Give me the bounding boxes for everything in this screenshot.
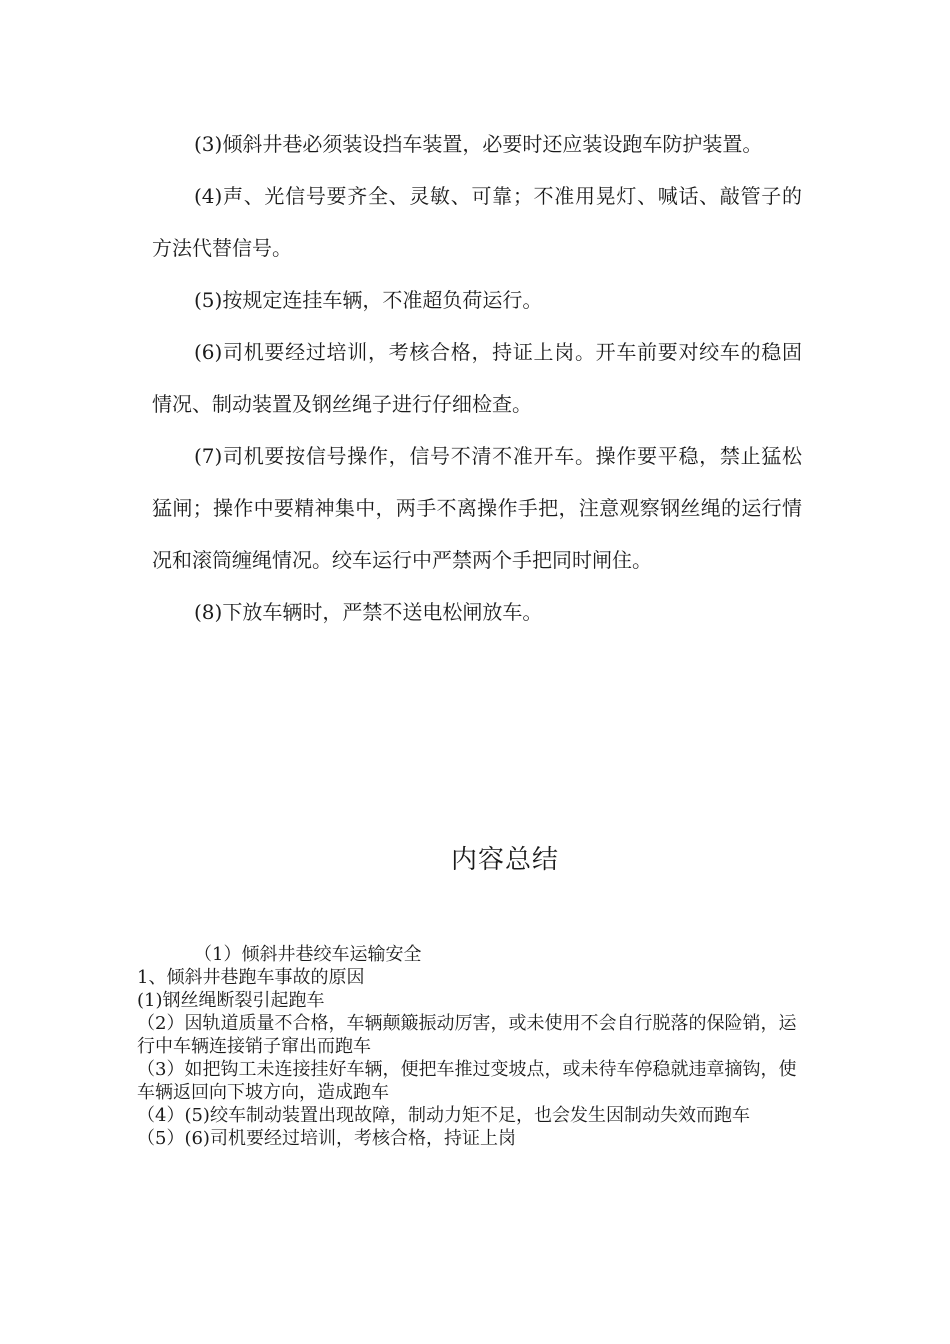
body-text: [152, 118, 802, 638]
paragraph-3: (3)倾斜井巷必须装设挡车装置，必要时还应装设跑车防护装置。: [194, 132, 763, 156]
summary-line: （3）如把钩工未连接挂好车辆，便把车推过变坡点，或未待车停稳就违章摘钩，使车辆返回向下坡方向，造成跑车: [137, 1059, 797, 1103]
paragraph-7: (7)司机要按信号操作，信号不清不准开车。操作要平稳，禁止猛松猛闸；操作中要精神集中，两手不离操作手把，注意观察钢丝绳的运行情况和滚筒缠绳情况。绞车运行中严禁两个手把同时闸住。: [152, 444, 802, 572]
paragraph-8: (8)下放车辆时，严禁不送电松闸放车。: [194, 600, 543, 624]
summary-section: [137, 943, 797, 1150]
summary-line: （5）(6)司机要经过培训，考核合格，持证上岗: [137, 1128, 516, 1149]
summary-line: (1)钢丝绳断裂引起跑车: [137, 990, 325, 1011]
summary-line: （4）(5)绞车制动装置出现故障，制动力矩不足，也会发生因制动失效而跑车: [137, 1105, 750, 1126]
paragraph-4: (4)声、光信号要齐全、灵敏、可靠；不准用晃灯、喊话、敲管子的方法代替信号。: [152, 184, 802, 260]
summary-heading: （1）倾斜井巷绞车运输安全: [194, 944, 422, 965]
summary-line: （2）因轨道质量不合格，车辆颠簸振动厉害，或未使用不会自行脱落的保险销，运行中车辆连接销子窜出而跑车: [137, 1013, 797, 1057]
paragraph-6: (6)司机要经过培训，考核合格，持证上岗。开车前要对绞车的稳固情况、制动装置及钢丝绳子进行仔细检查。: [152, 340, 802, 416]
paragraph-5: (5)按规定连挂车辆，不准超负荷运行。: [194, 288, 543, 312]
summary-line: 1、倾斜井巷跑车事故的原因: [137, 967, 365, 988]
summary-title: 内容总结: [450, 845, 559, 875]
